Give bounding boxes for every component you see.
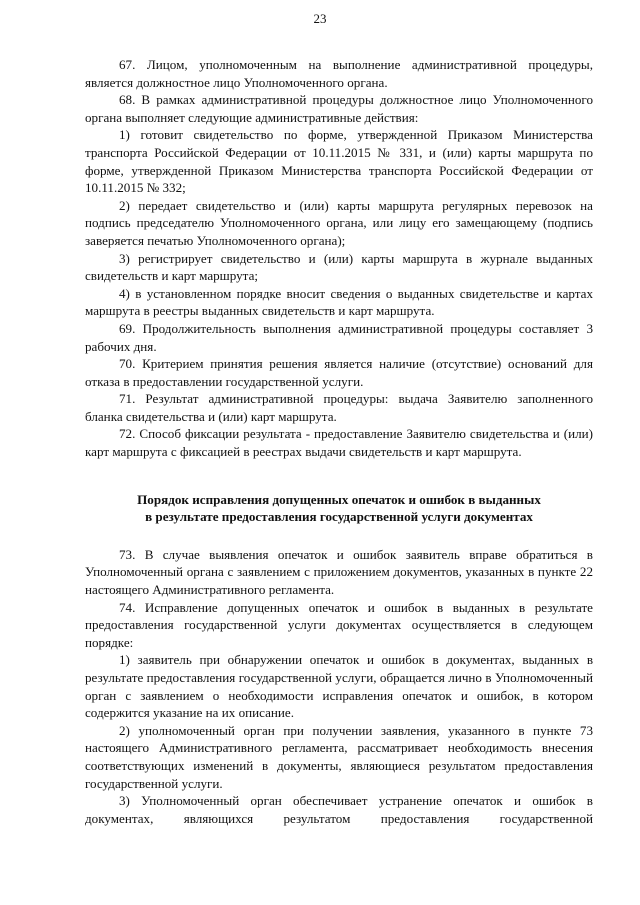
section-heading bbox=[85, 491, 593, 526]
paragraph-67: 67. Лицом, уполномоченным на выполнение административной процедуры, является должностное лицо Уполномоченного органа. bbox=[85, 57, 593, 90]
paragraph-68-item-1: 1) готовит свидетельство по форме, утвержденной Приказом Министерства транспорта Российской Федерации от 10.11.2015 № 331, и (или) карты маршрута по форме, утвержденной Приказом Министерства транспорта Российской Федерации от 10.11.2015 № 332; bbox=[85, 127, 593, 196]
paragraph-74-item-2: 2) уполномоченный орган при получении заявления, указанного в пункте 73 настоящего Административного регламента, рассматривает необходимость внесения соответствующих изменений в документы, являющиеся результатом предоставления государственной услуги. bbox=[85, 722, 593, 791]
document-body bbox=[85, 56, 593, 827]
paragraph-70: 70. Критерием принятия решения является наличие (отсутствие) оснований для отказа в предоставлении государственной услуги. bbox=[85, 356, 593, 389]
paragraph-68-item-3: 3) регистрирует свидетельство и (или) карты маршрута в журнале выданных свидетельств и карт маршрута; bbox=[85, 250, 593, 284]
paragraph-72: 72. Способ фиксации результата - предоставление Заявителю свидетельства и (или) карт маршрута с фиксацией в реестрах выдачи свидетельств и карт маршрута. bbox=[85, 426, 593, 460]
paragraph-68-item-4: 4) в установленном порядке вносит сведения о выданных свидетельстве и картах маршрута в реестры выданных свидетельств и карт маршрута. bbox=[85, 285, 593, 319]
paragraph-68: 68. В рамках административной процедуры должностное лицо Уполномоченного органа выполняет следующие административные действия: bbox=[85, 92, 593, 125]
paragraph-74-item-1: 1) заявитель при обнаружении опечаток и ошибок в документах, выданных в результате предоставления государственной услуги, обращается лично в Уполномоченный орган с заявлением о необходимости исправления опечаток и ошибок, в котором содержится указание на их описание. bbox=[85, 652, 593, 721]
page-number: 23 bbox=[313, 11, 327, 26]
paragraph-74: 74. Исправление допущенных опечаток и ошибок в выданных в результате предоставления государственной услуги документах осуществляется в следующем порядке: bbox=[85, 599, 593, 650]
section-heading-line-2: в результате предоставления государственной услуги документах bbox=[145, 509, 533, 525]
paragraph-68-item-2: 2) передает свидетельство и (или) карты маршрута регулярных перевозок на подпись председателю Уполномоченного органа, или лицу его замещающему (подпись заверяется печатью Уполномоченного органа); bbox=[85, 197, 593, 248]
section-heading-line-1: Порядок исправления допущенных опечаток и ошибок в выданных bbox=[137, 491, 541, 507]
paragraph-69: 69. Продолжительность выполнения административной процедуры составляет 3 рабочих дня. bbox=[85, 320, 593, 354]
paragraph-71: 71. Результат административной процедуры: выдача Заявителю заполненного бланка свидетельства и (или) карт маршрута. bbox=[85, 391, 593, 424]
paragraph-74-item-3: 3) Уполномоченный орган обеспечивает устранение опечаток и ошибок в документах, являющихся результатом предоставления государственной bbox=[85, 793, 593, 826]
paragraph-73: 73. В случае выявления опечаток и ошибок заявитель вправе обратиться в Уполномоченный органа с заявлением с приложением документов, указанных в пункте 22 настоящего Административного регламента. bbox=[85, 546, 593, 598]
